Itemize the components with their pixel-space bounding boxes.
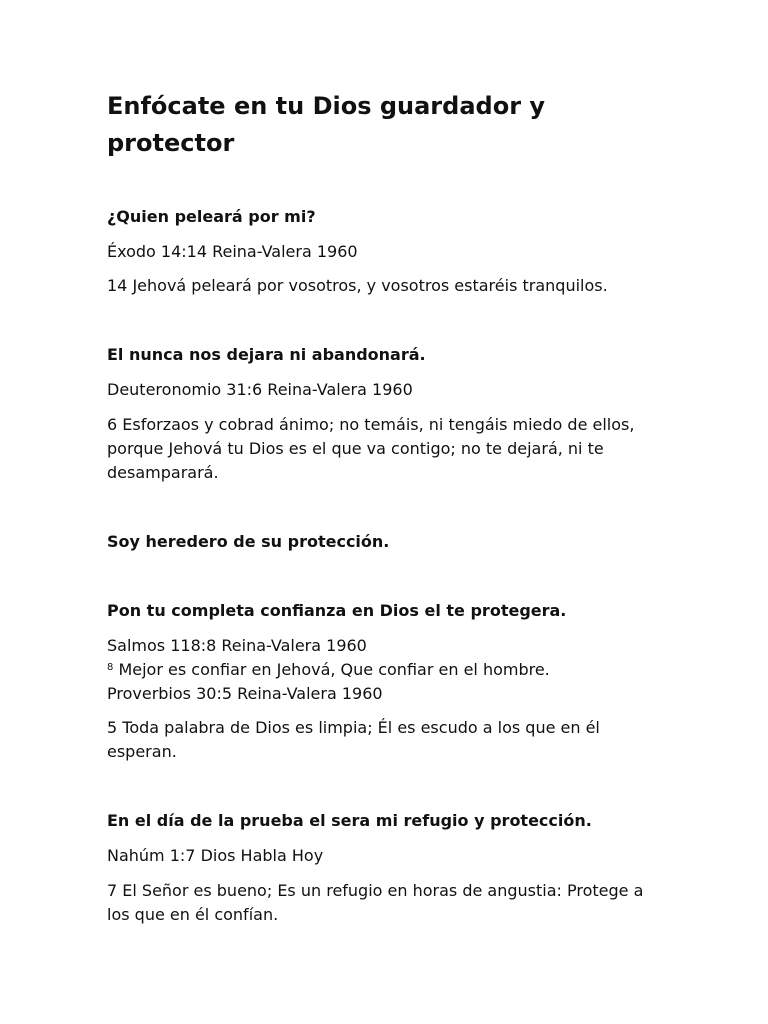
section-heading: El nunca nos dejara ni abandonará. (107, 345, 426, 364)
verse-text: 6 Esforzaos y cobrad ánimo; no temáis, ni tengáis miedo de ellos, porque Jehová tu Dios es el que va contigo; no te dejará, ni te desamparará. (107, 415, 635, 482)
verse-text: Mejor es confiar en Jehová, Que confiar en el hombre. (113, 660, 550, 679)
section-heading: ¿Quien peleará por mi? (107, 207, 316, 226)
section-heading: Soy heredero de su protección. (107, 532, 390, 551)
verse-text: 5 Toda palabra de Dios es limpia; Él es escudo a los que en él esperan. (107, 718, 600, 761)
scripture-reference: Deuteronomio 31:6 Reina-Valera 1960 (107, 380, 413, 399)
section-heading: En el día de la prueba el sera mi refugio y protección. (107, 811, 592, 830)
scripture-reference: Éxodo 14:14 Reina-Valera 1960 (107, 242, 358, 261)
scripture-reference: Proverbios 30:5 Reina-Valera 1960 (107, 684, 383, 703)
scripture-reference: Salmos 118:8 Reina-Valera 1960 (107, 636, 367, 655)
verse-line (107, 658, 550, 682)
page-title: Enfócate en tu Dios guardador y protector (107, 92, 546, 157)
section-heading: Pon tu completa confianza en Dios el te protegera. (107, 601, 567, 620)
verse-text: 7 El Señor es bueno; Es un refugio en horas de angustia: Protege a los que en él confían. (107, 881, 644, 924)
verse-number: 8 (107, 662, 114, 673)
scripture-reference: Nahúm 1:7 Dios Habla Hoy (107, 846, 324, 865)
verse-text: 14 Jehová peleará por vosotros, y vosotros estaréis tranquilos. (107, 276, 608, 295)
